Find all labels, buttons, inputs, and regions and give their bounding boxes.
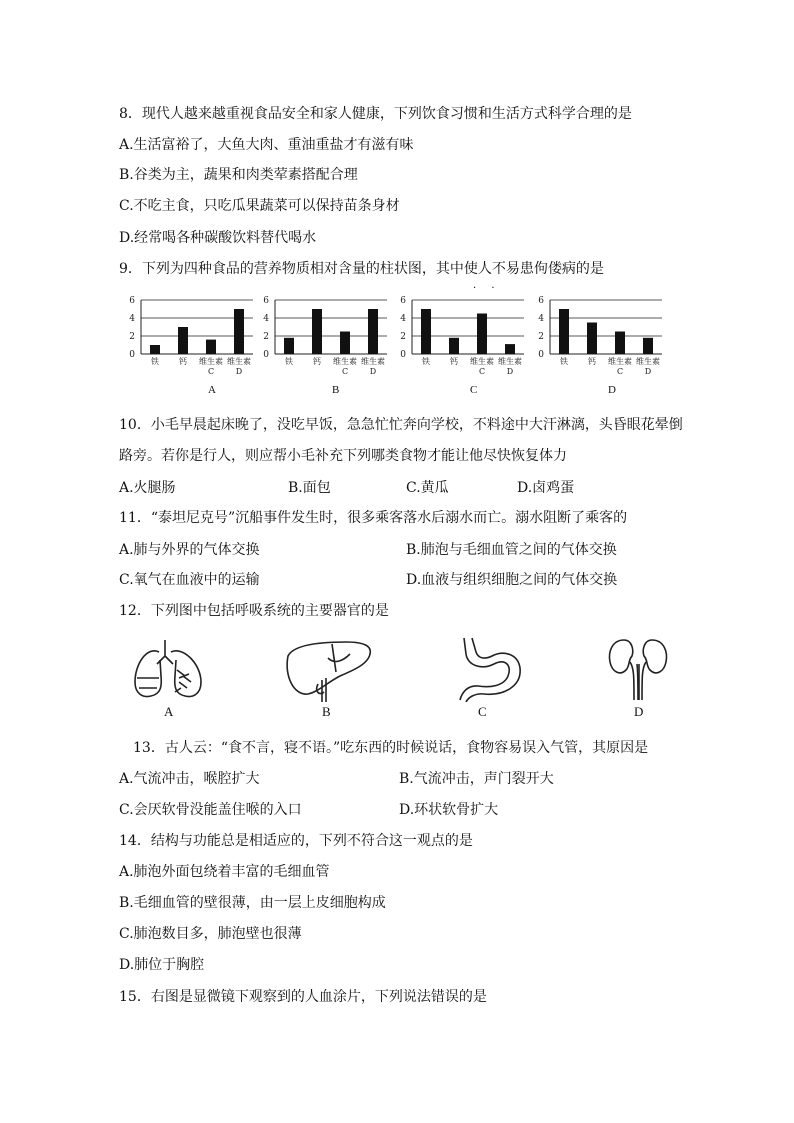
- x-tick-label: 铁: [285, 357, 293, 366]
- q10-option-c: C.黄瓜: [406, 480, 449, 496]
- y-tick-label: 2: [400, 332, 406, 342]
- x-tick-label: 铁: [422, 357, 430, 366]
- q10-option-a: A.火腿肠: [119, 480, 176, 496]
- x-tick-label-sub: C: [478, 367, 486, 376]
- q14-option-b: B.毛细血管的壁很薄，由一层上皮细胞构成: [119, 895, 386, 911]
- q10-option-d: D.卤鸡蛋: [517, 480, 575, 496]
- q13-option-d: D.环状软骨扩大: [399, 802, 499, 818]
- q15-stem: 15．右图是显微镜下观察到的人血涂片，下列说法错误的是: [119, 989, 487, 1005]
- bar-维生素D: [505, 344, 515, 354]
- bar-维生素C: [340, 332, 350, 355]
- q14-option-a: A.肺泡外面包绕着丰富的毛细血管: [119, 864, 330, 880]
- bar-维生素D: [234, 309, 244, 354]
- y-tick-label: 6: [400, 296, 406, 306]
- q8-option-d: D.经常喝各种碳酸饮料替代喝水: [119, 230, 317, 246]
- y-tick-label: 0: [129, 350, 135, 360]
- q9-dots: · ·: [473, 283, 501, 294]
- chart-label-d: D: [608, 384, 616, 396]
- bar-维生素C: [615, 332, 625, 355]
- bar-chart-a: [125, 296, 257, 378]
- x-tick-label: 钙: [179, 357, 187, 366]
- q8-stem: 8．现代人越来越重视食品安全和家人健康，下列饮食习惯和生活方式科学合理的是: [119, 106, 632, 122]
- bar-chart-a-svg: [125, 296, 257, 378]
- y-tick-label: 4: [538, 314, 544, 324]
- y-tick-label: 4: [263, 314, 269, 324]
- x-tick-label: 维生素: [199, 357, 223, 366]
- x-tick-label-sub: D: [235, 367, 243, 376]
- chart-label-a: A: [208, 384, 216, 396]
- bar-chart-c-svg: [396, 296, 528, 378]
- x-tick-label: 铁: [151, 357, 159, 366]
- bar-维生素D: [368, 309, 378, 354]
- y-tick-label: 6: [263, 296, 269, 306]
- x-tick-label-sub: C: [341, 367, 349, 376]
- x-tick-label: 钙: [588, 357, 596, 366]
- bar-铁: [421, 309, 431, 354]
- organ-label-c: C: [478, 704, 487, 719]
- y-tick-label: 4: [400, 314, 406, 324]
- x-tick-label-sub: C: [207, 367, 215, 376]
- x-tick-label-sub: D: [644, 367, 652, 376]
- q8-option-c: C.不吃主食，只吃瓜果蔬菜可以保持苗条身材: [119, 198, 400, 214]
- y-tick-label: 4: [129, 314, 135, 324]
- bar-chart-c: [396, 296, 528, 378]
- q13-stem: 13．古人云：“食不言，寝不语。”吃东西的时候说话，食物容易误入气管，其原因是: [133, 740, 649, 756]
- x-tick-label: 维生素: [361, 357, 385, 366]
- bar-铁: [150, 345, 160, 354]
- x-tick-label: 钙: [313, 357, 321, 366]
- q10-option-b: B.面包: [288, 480, 331, 496]
- organ-label-b: B: [322, 704, 331, 719]
- x-tick-label: 维生素: [498, 357, 522, 366]
- bar-chart-d-svg: [534, 296, 666, 378]
- bar-钙: [312, 309, 322, 354]
- y-tick-label: 2: [263, 332, 269, 342]
- q13-option-a: A.气流冲击，喉腔扩大: [119, 771, 260, 787]
- x-tick-label: 维生素: [333, 357, 357, 366]
- x-tick-label: 钙: [450, 357, 458, 366]
- y-tick-label: 0: [400, 350, 406, 360]
- q13-option-c: C.会厌软骨没能盖住喉的入口: [119, 802, 302, 818]
- bar-钙: [178, 327, 188, 354]
- bar-chart-b-svg: [259, 296, 391, 378]
- liver-icon: [284, 636, 374, 706]
- q8-option-b: B.谷类为主，蔬果和肉类荤素搭配合理: [119, 167, 358, 183]
- x-tick-label-sub: D: [369, 367, 377, 376]
- chart-label-b: B: [332, 384, 340, 396]
- q12-stem: 12．下列图中包括呼吸系统的主要器官的是: [119, 603, 389, 619]
- x-tick-label: 铁: [560, 357, 568, 366]
- y-tick-label: 2: [538, 332, 544, 342]
- bar-钙: [587, 323, 597, 355]
- y-tick-label: 0: [538, 350, 544, 360]
- q14-stem: 14．结构与功能总是相适应的，下列不符合这一观点的是: [119, 833, 473, 849]
- bar-维生素C: [477, 314, 487, 355]
- q13-option-b: B.气流冲击，声门裂开大: [399, 771, 554, 787]
- q10-stem-line1: 10．小毛早晨起床晚了，没吃早饭，急急忙忙奔向学校，不料途中大汗淋漓，头昏眼花晕倒: [119, 417, 683, 433]
- organ-label-a: A: [164, 704, 174, 719]
- q11-option-b: B.肺泡与毛细血管之间的气体交换: [406, 542, 617, 558]
- x-tick-label: 维生素: [470, 357, 494, 366]
- q11-option-a: A.肺与外界的气体交换: [119, 542, 260, 558]
- x-tick-label-sub: C: [616, 367, 624, 376]
- kidneys-icon: [606, 636, 670, 706]
- organ-label-d: D: [634, 704, 644, 719]
- q11-option-c: C.氧气在血液中的运输: [119, 572, 260, 588]
- bar-维生素C: [206, 340, 216, 354]
- bar-钙: [449, 338, 459, 354]
- bar-chart-b: [259, 296, 391, 378]
- bar-维生素D: [643, 338, 653, 354]
- chart-label-c: C: [470, 384, 478, 396]
- bar-铁: [284, 338, 294, 354]
- x-tick-label: 维生素: [227, 357, 251, 366]
- q8-option-a: A.生活富裕了，大鱼大肉、重油重盐才有滋有味: [119, 137, 414, 153]
- lungs-icon: [131, 636, 205, 706]
- x-tick-label: 维生素: [636, 357, 660, 366]
- x-tick-label: 维生素: [608, 357, 632, 366]
- bar-铁: [559, 309, 569, 354]
- q10-stem-line2: 路旁。若你是行人，则应帮小毛补充下列哪类食物才能让他尽快恢复体力: [119, 448, 567, 464]
- y-tick-label: 0: [263, 350, 269, 360]
- bar-chart-d: [534, 296, 666, 378]
- x-tick-label-sub: D: [506, 367, 514, 376]
- q14-option-c: C.肺泡数目多，肺泡壁也很薄: [119, 926, 302, 942]
- q14-option-d: D.肺位于胸腔: [119, 957, 205, 973]
- q9-stem: 9．下列为四种食品的营养物质相对含量的柱状图，其中使人不易患佝偻病的是: [119, 261, 604, 277]
- stomach-icon: [454, 636, 526, 706]
- y-tick-label: 6: [538, 296, 544, 306]
- y-tick-label: 6: [129, 296, 135, 306]
- q11-stem: 11．“泰坦尼克号”沉船事件发生时，很多乘客落水后溺水而亡。溺水阻断了乘客的: [119, 510, 628, 526]
- q11-option-d: D.血液与组织细胞之间的气体交换: [406, 572, 618, 588]
- y-tick-label: 2: [129, 332, 135, 342]
